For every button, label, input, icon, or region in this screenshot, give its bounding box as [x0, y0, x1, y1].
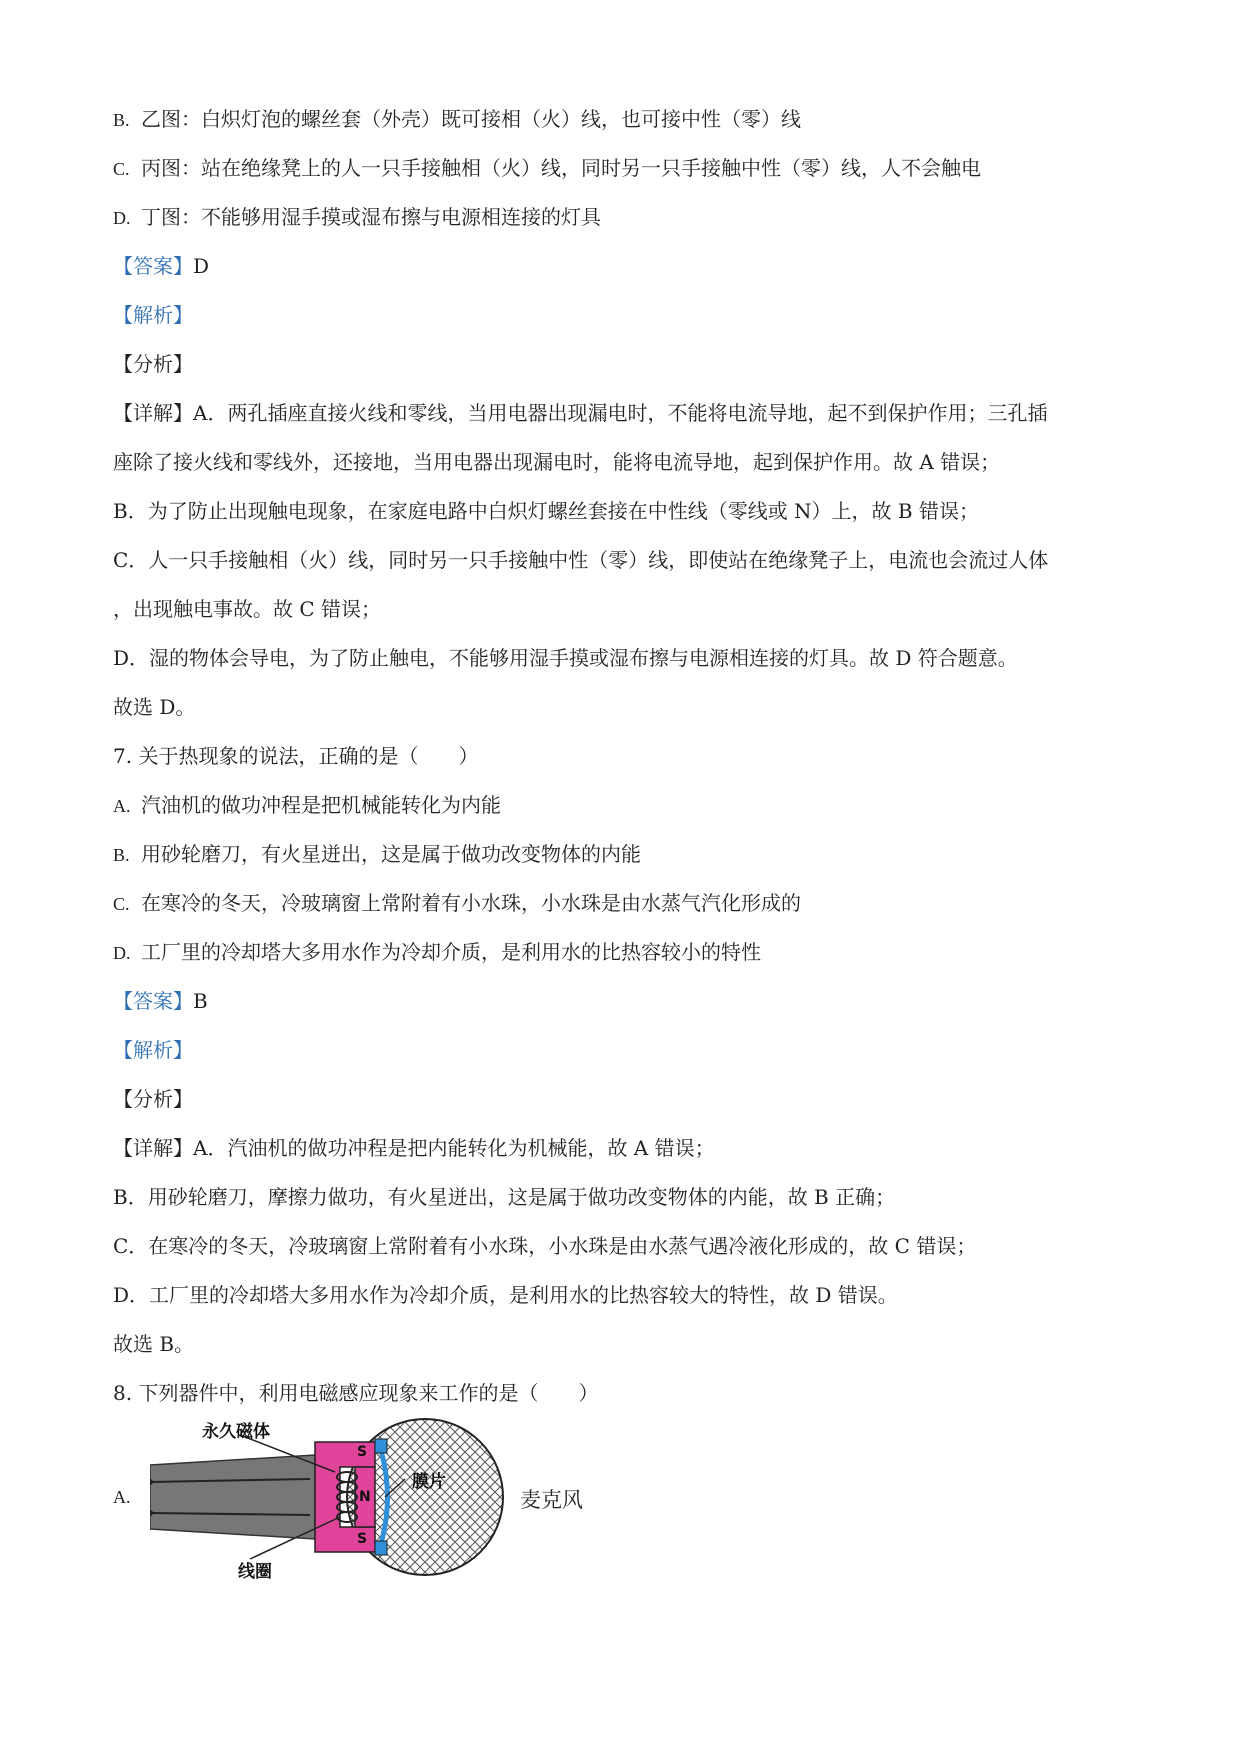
option-letter: D. [113, 208, 131, 228]
answer-value: D [193, 254, 210, 278]
q8-stem: 8. 下列器件中，利用电磁感应现象来工作的是（ ） [113, 1381, 599, 1405]
answer-tag: 【答案】 [113, 989, 193, 1013]
q7-option-d [113, 939, 761, 966]
option-letter: B. [113, 845, 130, 865]
q6-detail-c-line2: ，出现触电事故。故 C 错误； [113, 597, 382, 621]
option-letter: A. [113, 796, 131, 816]
answer-tag: 【答案】 [113, 254, 193, 278]
q6-detail-a-line2: 座除了接火线和零线外，还接地，当用电器出现漏电时，能将电流导地，起到保护作用。故 A 错误； [113, 450, 1001, 474]
q7-analysis-tag: 【解析】 [113, 1038, 193, 1062]
q6-option-d [113, 204, 601, 231]
q7-stem: 7. 关于热现象的说法，正确的是（ ） [113, 744, 479, 768]
q6-answer [113, 253, 209, 279]
q6-detail-d: D．湿的物体会导电，为了防止触电，不能够用湿手摸或湿布擦与电源相连接的灯具。故 D 符合题意。 [113, 646, 1018, 670]
option-letter: D. [113, 943, 131, 963]
q8-option-a-letter: A. [113, 1487, 131, 1507]
q7-option-b [113, 841, 641, 868]
q7-fenxi-tag: 【分析】 [113, 1087, 193, 1111]
q7-detail-d: D．工厂里的冷却塔大多用水作为冷却介质，是利用水的比热容较大的特性，故 D 错误。 [113, 1283, 898, 1307]
option-letter: B. [113, 110, 130, 130]
q7-option-c [113, 890, 801, 917]
q6-detail-c-line1: C．人一只手接触相（火）线，同时另一只手接触中性（零）线，即使站在绝缘凳子上，电流也会流过人体 [113, 548, 1049, 572]
option-text: 丁图：不能够用湿手摸或湿布擦与电源相连接的灯具 [141, 205, 601, 229]
q6-option-b [113, 106, 801, 133]
label-coil: 线圈 [238, 1562, 272, 1582]
option-text: 乙图：白炽灯泡的螺丝套（外壳）既可接相（火）线，也可接中性（零）线 [141, 107, 801, 131]
q6-analysis-tag: 【解析】 [113, 303, 193, 327]
option-letter: C. [113, 894, 130, 914]
label-pole-n: N [359, 1489, 371, 1505]
detail-text: A．两孔插座直接火线和零线，当用电器出现漏电时，不能将电流导地，起不到保护作用；三孔插 [193, 401, 1048, 425]
q6-conclusion: 故选 D。 [113, 695, 196, 719]
q6-detail-b: B．为了防止出现触电现象，在家庭电路中白炽灯螺丝套接在中性线（零线或 N）上，故 B 错误； [113, 499, 979, 523]
figure-caption-microphone: 麦克风 [520, 1488, 583, 1512]
microphone-handle [150, 1455, 315, 1539]
diaphragm-clamp [375, 1439, 387, 1453]
label-diaphragm: 膜片 [412, 1472, 446, 1492]
answer-value: B [193, 989, 208, 1013]
q7-detail-c: C．在寒冷的冬天，冷玻璃窗上常附着有小水珠，小水珠是由水蒸气遇冷液化形成的，故 C 错误； [113, 1234, 977, 1258]
option-text: 用砂轮磨刀，有火星迸出，这是属于做功改变物体的内能 [141, 842, 641, 866]
q6-detail-a-line1 [113, 400, 1047, 426]
option-text: 工厂里的冷却塔大多用水作为冷却介质，是利用水的比热容较小的特性 [141, 940, 761, 964]
q6-fenxi-tag: 【分析】 [113, 352, 193, 376]
label-permanent-magnet: 永久磁体 [202, 1422, 270, 1442]
detail-tag: 【详解】 [113, 1136, 193, 1160]
label-pole-s-top: S [357, 1444, 368, 1460]
q7-conclusion: 故选 B。 [113, 1332, 195, 1356]
option-letter: C. [113, 159, 130, 179]
option-text: 丙图：站在绝缘凳上的人一只手接触相（火）线，同时另一只手接触中性（零）线，人不会触电 [141, 156, 981, 180]
detail-text: A．汽油机的做功冲程是把内能转化为机械能，故 A 错误； [193, 1136, 715, 1160]
q7-option-a [113, 792, 501, 819]
q7-detail-a [113, 1135, 715, 1161]
q7-answer [113, 988, 208, 1014]
diaphragm-clamp [375, 1541, 387, 1555]
label-pole-s-bottom: S [357, 1531, 368, 1547]
option-text: 汽油机的做功冲程是把机械能转化为内能 [141, 793, 501, 817]
q7-detail-b: B．用砂轮磨刀，摩擦力做功，有火星迸出，这是属于做功改变物体的内能，故 B 正确； [113, 1185, 896, 1209]
q6-option-c [113, 155, 981, 182]
detail-tag: 【详解】 [113, 401, 193, 425]
microphone-diagram [150, 1417, 510, 1582]
option-text: 在寒冷的冬天，冷玻璃窗上常附着有小水珠，小水珠是由水蒸气汽化形成的 [141, 891, 801, 915]
